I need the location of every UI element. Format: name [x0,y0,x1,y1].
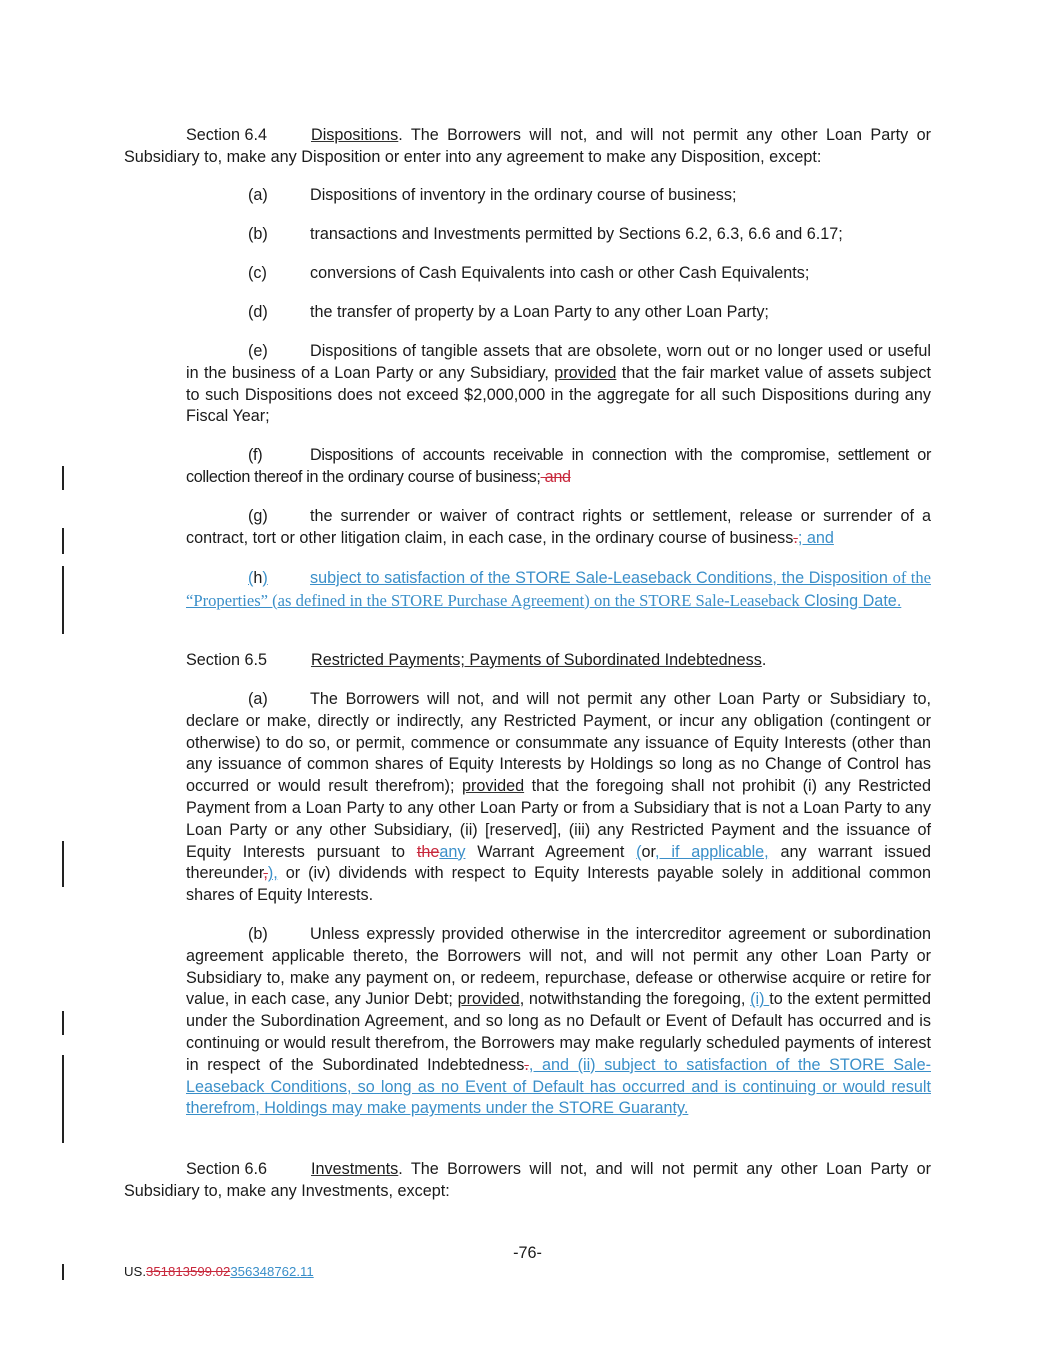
list-item-c [248,263,809,285]
change-bar [62,1055,64,1143]
deleted-text: and [540,467,571,486]
change-bar [62,1264,64,1280]
item-text: conversions of Cash Equivalents into cash or other Cash Equivalents; [310,264,810,282]
doc-id-inserted: 356348762.11 [230,1264,314,1279]
section-6-4-heading-paragraph [124,125,931,169]
list-item-d [248,302,769,324]
item-label: (g) [248,507,268,525]
inserted-text: ), [267,864,278,883]
inserted-text: , and (ii) subject to satisfaction of the STORE Sale-Leaseback Conditions, so long as no Event of Default has occurred and is continuing or would result therefrom, Holdings may make payments under the STORE Guaranty. [186,1055,931,1118]
change-bar [62,566,64,634]
change-bar [62,528,64,554]
item-label: (f) [248,446,263,464]
list-item-b [248,224,843,246]
section-heading: Dispositions [311,126,399,144]
section-6-5-b [186,924,931,1120]
inserted-text: any [439,842,466,861]
item-text: Dispositions of accounts receivable in connection with the compromise, settlement or collection thereof in the ordinary course of business; [186,446,931,486]
section-heading: Restricted Payments; Payments of Subordinated Indebtedness [311,651,762,669]
page-number: -76- [513,1244,542,1262]
list-item-f [186,445,931,489]
document-id [124,1264,314,1280]
item-text: any warrant issued thereunder [186,842,931,883]
section-label: Section 6.5 [186,651,267,669]
deleted-text: , [263,864,268,883]
doc-id-deleted: 351813599.02 [145,1264,231,1279]
inserted-text: ( [636,842,642,861]
inserted-paren: ( [248,569,254,587]
section-6-5-heading [186,650,766,672]
list-item-e [186,341,931,428]
item-label: h [253,569,263,587]
item-text: that the foregoing shall not prohibit (i) any Restricted Payment from a Loan Party to any other Loan Party or from a Subsidiary that is not a Loan Party to any Loan Party or any other Subsidiary, (ii) [reserved], (iii) any Restricted Payment and the issuance of Equity Interests pursuant to [186,777,931,861]
change-bar [62,466,64,490]
section-6-6-heading-paragraph [124,1159,931,1203]
section-6-5-a [186,689,931,907]
section-intro: . The Borrowers will not, and will not permit any other Loan Party or Subsidiary to, make any Disposition or enter into any agreement to make any Disposition, except: [124,126,931,166]
heading-end: . [761,651,767,669]
section-heading: Investments [311,1160,399,1178]
item-text: transactions and Investments permitted by Sections 6.2, 6.3, 6.6 and 6.17; [310,225,843,243]
item-text: that the fair market value of assets subject to such Dispositions does not exceed $2,000,000 in the aggregate for all such Dispositions during any Fiscal Year; [186,363,931,426]
item-label: (e) [248,342,268,360]
deleted-text: the [416,842,440,861]
item-text: The Borrowers will not, and will not permit any other Loan Party or Subsidiary to, declare or make, directly or indirectly, any Restricted Payment, or incur any obligation (contingent or otherwise) to do so, or permit, commence or consummate any issuance of Equity Interests (other than any issuance of common shares of Equity Interests by Holdings so long as no Change of Control has occurred or would result therefrom); [186,690,931,796]
inserted-paren: ) [262,569,268,587]
item-text: , notwithstanding the foregoing, [519,990,751,1009]
change-bar [62,1011,64,1035]
item-text: to the extent permitted under the Subordination Agreement, and so long as no Default or Event of Default has occurred and is continuing or would result therefrom, the Borrowers may make regularly scheduled payments of interest in respect of the Subordinated Indebtedness [186,990,932,1074]
list-item-h [186,567,931,613]
doc-id-prefix: US. [124,1264,146,1279]
item-text: the transfer of property by a Loan Party to any other Loan Party; [310,303,769,321]
item-text: Warrant Agreement [465,842,637,861]
deleted-text: . [524,1055,529,1074]
inserted-text: Closing Date. [799,591,902,610]
item-label: (a) [248,186,268,204]
provided-term: provided [554,363,617,382]
section-intro: . The Borrowers will not, and will not permit any other Loan Party or Subsidiary to, make any Investments, except: [124,1160,931,1200]
inserted-text: , if applicable, [655,842,769,861]
change-bar [62,841,64,887]
provided-term: provided [462,777,525,796]
inserted-text: subject to satisfaction of the STORE Sale-Leaseback Conditions, the Disposition [310,569,893,587]
deleted-text: . [793,528,798,547]
item-label: (b) [248,925,268,943]
item-label: (d) [248,303,268,321]
item-text: or [641,842,656,861]
inserted-text: (i) [750,990,770,1009]
list-item-a [248,185,737,207]
item-text: Unless expressly provided otherwise in the intercreditor agreement or subordination agreement applicable thereto, the Borrowers will not, and will not permit any other Loan Party or Subsidiary to, make any payment on, or redeem, repurchase, defease or otherwise acquire or retire for value, in each case, any Junior Debt; [186,925,931,1009]
item-label: (a) [248,690,268,708]
item-text: or (iv) dividends with respect to Equity Interests payable solely in additional common shares of Equity Interests. [186,864,931,905]
item-label: (c) [248,264,267,282]
item-text: the surrender or waiver of contract rights or settlement, release or surrender of a contract, tort or other litigation claim, in each case, in the ordinary course of business [186,507,931,547]
inserted-text: ; and [797,528,834,547]
provided-term: provided [457,990,520,1009]
section-label: Section 6.4 [186,126,267,144]
item-text: Dispositions of tangible assets that are obsolete, worn out or no longer used or useful in the business of a Loan Party or any Subsidiary, [186,342,931,382]
list-item-g [186,506,931,550]
inserted-text: of the “Properties” (as defined in the STORE Purchase Agreement) on the STORE Sale-Leaseback [186,568,931,610]
item-label: (b) [248,225,268,243]
section-label: Section 6.6 [186,1160,267,1178]
item-text: Dispositions of inventory in the ordinary course of business; [310,186,737,204]
